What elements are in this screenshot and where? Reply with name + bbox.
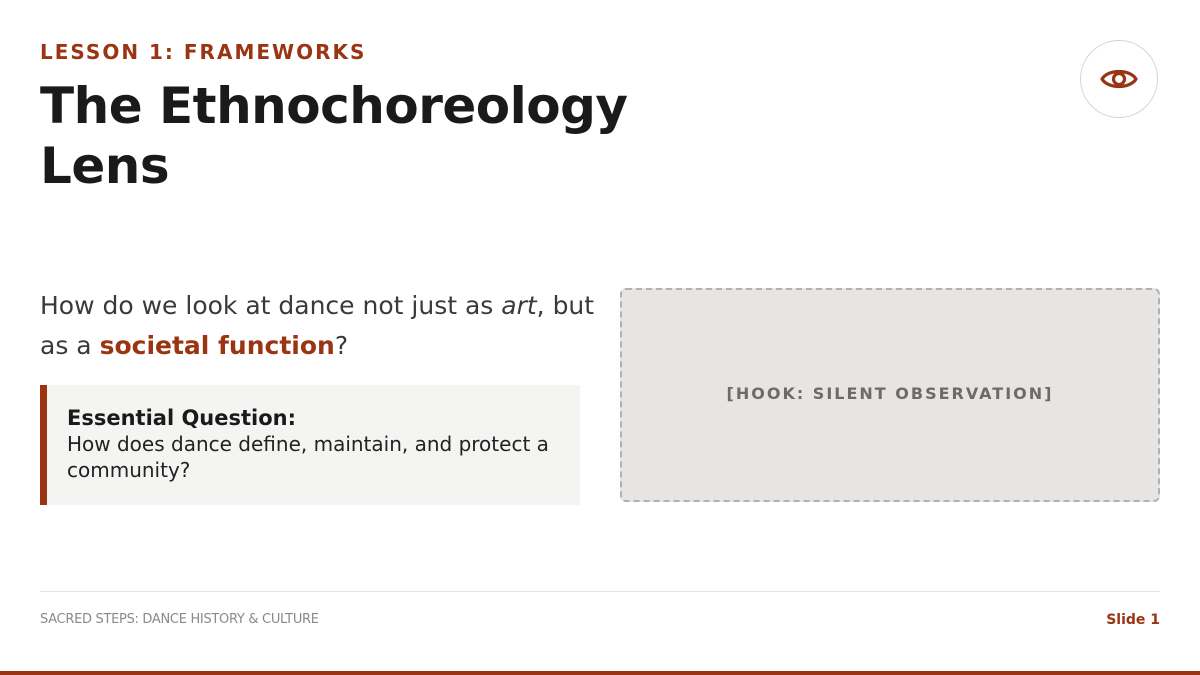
slide-title <box>40 76 680 196</box>
media-placeholder-label: [HOOK: SILENT OBSERVATION] <box>726 384 1054 403</box>
essential-question-text: How does dance define, maintain, and protect a community? <box>67 432 549 482</box>
intro-part3: ? <box>334 331 349 360</box>
slide-number: Slide 1 <box>1106 612 1160 628</box>
essential-question-label: Essential Question: <box>67 406 297 430</box>
slide-title-line1: The Ethnochoreology <box>40 77 628 135</box>
intro-emphasis: art <box>501 291 537 320</box>
intro-highlight: societal function <box>99 331 335 360</box>
intro-part2: , but as a <box>40 291 595 360</box>
intro-question <box>40 286 600 366</box>
footer-divider <box>40 591 1160 592</box>
lesson-eyebrow: LESSON 1: FRAMEWORKS <box>40 40 367 64</box>
footer-course-title: SACRED STEPS: DANCE HISTORY & CULTURE <box>40 612 319 627</box>
essential-question-box <box>40 385 580 505</box>
bottom-accent-bar <box>0 671 1200 675</box>
intro-part1: How do we look at dance not just as <box>40 291 502 320</box>
eye-icon <box>1100 65 1138 93</box>
slide-title-line2: Lens <box>40 137 170 195</box>
view-button[interactable] <box>1080 40 1158 118</box>
media-placeholder <box>620 288 1160 502</box>
